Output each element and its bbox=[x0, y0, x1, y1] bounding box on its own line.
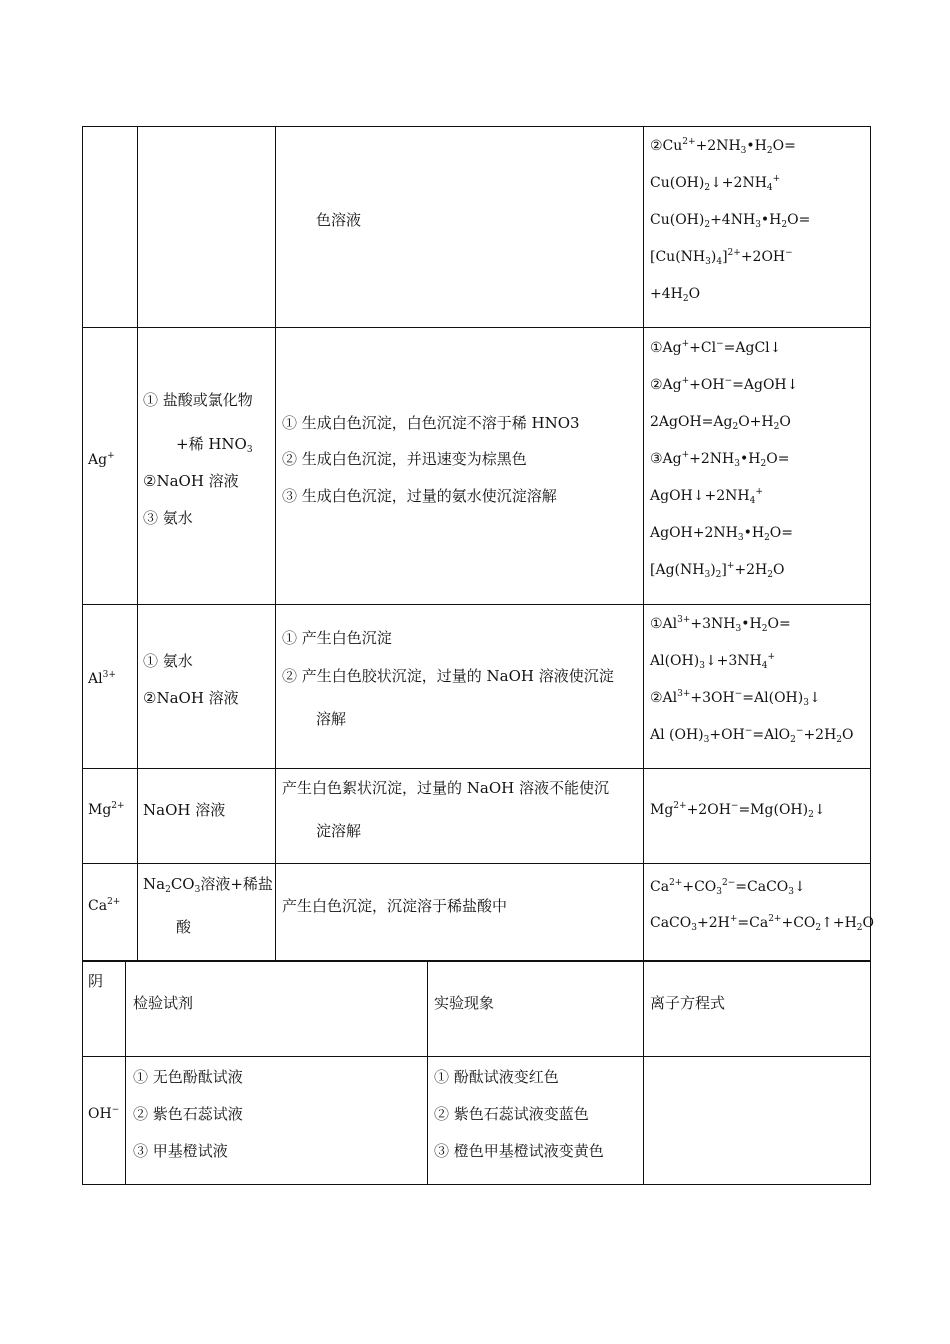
section-divider bbox=[82, 960, 871, 962]
cu-phenomenon-tail: 色溶液 bbox=[316, 211, 362, 229]
al-equation-4: Al $(OH)_3+OH^-=AlO_2^-+2H_2O$ bbox=[650, 726, 854, 745]
ag-equation-1: ①Ag++Cl−=AgCl↓ bbox=[650, 339, 782, 356]
oh-phenomenon-1: ① 酚酞试液变红色 bbox=[434, 1068, 559, 1086]
al-phenomenon-3: 溶解 bbox=[316, 710, 347, 728]
ca-ion-label: $Ca^{2+}$ bbox=[88, 897, 121, 914]
anion-header-phenomenon: 实验现象 bbox=[434, 994, 495, 1012]
mg-phenomenon-2: 淀溶解 bbox=[316, 822, 362, 840]
ca-reagent-2: 酸 bbox=[176, 918, 192, 936]
al-equation-3: $②Al^{3+}+3OH^-=Al(OH)_3↓$ bbox=[650, 689, 821, 708]
al-phenomenon-2: ② 产生白色胶状沉淀，过量的 NaOH 溶液使沉淀 bbox=[282, 667, 614, 685]
oh-reagent-1: ① 无色酚酞试液 bbox=[133, 1068, 243, 1086]
al-equation-2: $Al(OH)_3↓+3NH_4^+$ bbox=[650, 652, 776, 671]
oh-phenomenon-2: ② 紫色石蕊试液变蓝色 bbox=[434, 1105, 589, 1123]
ag-equation-4: $③Ag^++2NH_3•H_2O=$ bbox=[650, 450, 790, 469]
col-divider bbox=[137, 126, 138, 960]
ag-reagent-4: ③ 氨水 bbox=[143, 509, 193, 527]
mg-reagent-1: NaOH 溶液 bbox=[143, 801, 226, 819]
ag-equation-5: $AgOH↓+2NH_4^+$ bbox=[650, 487, 763, 506]
row-divider bbox=[82, 768, 871, 769]
row-divider bbox=[82, 1056, 871, 1057]
al-reagent-1: ① 氨水 bbox=[143, 652, 193, 670]
cu-equation-4: $[Cu(NH_3)_4]^{2+}+2OH^-$ bbox=[650, 248, 793, 267]
al-reagent-2: ②NaOH 溶液 bbox=[143, 689, 239, 707]
ag-reagent-3: ②NaOH 溶液 bbox=[143, 472, 239, 490]
ag-equation-3: $2AgOH=Ag_2O+H_2O$ bbox=[650, 414, 791, 432]
oh-reagent-2: ② 紫色石蕊试液 bbox=[133, 1105, 243, 1123]
ca-equation-1: $Ca^{2+}+CO_3^{2-}=CaCO_3↓$ bbox=[650, 878, 806, 897]
cu-equation-3: $Cu(OH)_2+4NH_3•H_2O=$ bbox=[650, 212, 811, 230]
anion-header-equation: 离子方程式 bbox=[650, 994, 726, 1012]
al-ion-label: $Al^{3+}$ bbox=[88, 670, 116, 687]
ag-ion-label: Ag+ bbox=[88, 451, 115, 468]
mg-ion-label: $Mg^{2+}$ bbox=[88, 801, 125, 818]
oh-ion-label: OH− bbox=[88, 1105, 120, 1122]
oh-phenomenon-3: ③ 橙色甲基橙试液变黄色 bbox=[434, 1142, 604, 1160]
cu-equation-2: $Cu(OH)_2↓+2NH_4^+$ bbox=[650, 174, 781, 193]
row-divider bbox=[82, 604, 871, 605]
row-divider bbox=[82, 863, 871, 864]
col-divider bbox=[427, 960, 428, 1185]
ca-reagent-1: $Na_2CO_3$溶液+稀盐 bbox=[143, 875, 273, 895]
mg-equation-1: $Mg^{2+}+2OH^-=Mg(OH)_2↓$ bbox=[650, 801, 826, 820]
ag-phenomenon-3: ③ 生成白色沉淀，过量的氨水使沉淀溶解 bbox=[282, 487, 557, 505]
row-divider bbox=[82, 327, 871, 328]
ag-reagent-1: ① 盐酸或氯化物 bbox=[143, 391, 253, 409]
oh-reagent-3: ③ 甲基橙试液 bbox=[133, 1142, 228, 1160]
ag-reagent-2: +稀 $HNO_3$ bbox=[176, 435, 253, 455]
anion-header-reagent: 检验试剂 bbox=[133, 994, 194, 1012]
ag-phenomenon-1: ① 生成白色沉淀，白色沉淀不溶于稀 HNO3 bbox=[282, 414, 580, 432]
ag-phenomenon-2: ② 生成白色沉淀，并迅速变为棕黑色 bbox=[282, 450, 527, 468]
ag-equation-6: $AgOH+2NH_3•H_2O=$ bbox=[650, 525, 794, 543]
anion-header-ion: 阴 bbox=[88, 972, 104, 990]
ag-equation-7: $[Ag(NH_3)_2]^++2H_2O$ bbox=[650, 561, 785, 580]
cu-equation-5: $+4H_2O$ bbox=[650, 286, 701, 304]
col-divider bbox=[643, 126, 644, 1185]
cu-equation-1: $②Cu^{2+}+2NH_3•H_2O=$ bbox=[650, 137, 796, 156]
al-equation-1: $①Al^{3+}+3NH_3•H_2O=$ bbox=[650, 615, 791, 634]
ca-equation-2: $CaCO_3+2H^+=Ca^{2+}+CO_2↑+H_2O$ bbox=[650, 914, 875, 933]
ag-equation-2: ②Ag++OH−=AgOH↓ bbox=[650, 376, 799, 393]
col-divider bbox=[275, 126, 276, 960]
al-phenomenon-1: ① 产生白色沉淀 bbox=[282, 629, 392, 647]
mg-phenomenon-1: 产生白色絮状沉淀，过量的 NaOH 溶液不能使沉 bbox=[282, 779, 609, 797]
col-divider bbox=[125, 960, 126, 1185]
ca-phenomenon-1: 产生白色沉淀，沉淀溶于稀盐酸中 bbox=[282, 897, 508, 915]
